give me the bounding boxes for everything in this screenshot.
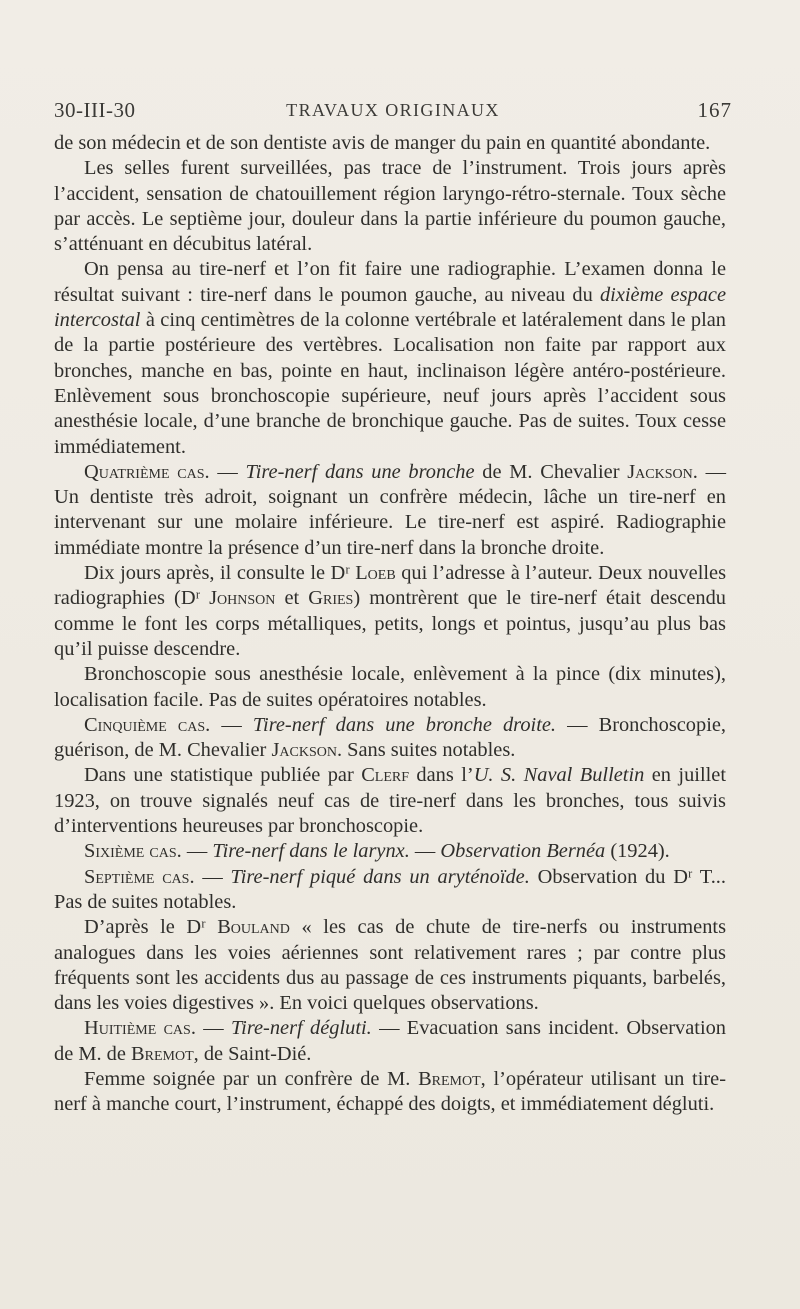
paragraph — [54, 839, 726, 864]
text-run: Femme soignée par un confrère de M. — [84, 1067, 419, 1090]
text-run: . — — [204, 460, 246, 483]
text-run: « les cas de chute de tire-nerfs ou instruments analogues dans les voies aériennes sont relativement rares ; par contre plus fréquents sont les accidents dus au passage de ces instruments piquants, barbelés, dans les voies digestives ». En voici quelques observations. — [54, 916, 726, 1015]
text-run: Bronchoscopie sous anesthésie locale, enlèvement à la pince (dix minutes), localisation facile. Pas de suites opératoires notables. — [54, 663, 726, 711]
header-section-title: TRAVAUX ORIGINAUX — [286, 100, 500, 120]
italic-text: dixième espace intercostal — [54, 283, 726, 332]
paragraph — [54, 915, 726, 1016]
text-run: D’après le Dʳ — [84, 916, 218, 939]
text-run: qui l’adresse à l’auteur. Deux nouvelles radiographies (Dʳ — [54, 562, 727, 610]
paragraph — [54, 460, 726, 561]
paragraph — [54, 257, 726, 459]
text-run: On pensa au tire-nerf et l’on fit faire une radiographie. L’examen donna le résultat suivant : tire-nerf dans le poumon gauche, au niveau du — [54, 258, 726, 306]
text-run: Observation du Dʳ T... Pas de suites notables. — [54, 865, 726, 913]
italic-text: Tire-nerf dans le larynx. — [212, 840, 410, 863]
small-caps-text: Johnson — [209, 587, 276, 610]
text-run: de M. Chevalier — [474, 460, 628, 483]
paragraph — [54, 131, 726, 156]
text-run: . — Un dentiste très adroit, soignant un confrère médecin, lâche un tire-nerf en intervenant sur une molaire inférieure. Le tire-nerf est aspiré. Radiographie immédiate montre la présence d’un tire-nerf dans la bronche droite. — [54, 460, 726, 559]
body-text — [54, 131, 726, 1118]
small-caps-text: Clerf — [361, 764, 410, 787]
paragraph — [54, 713, 726, 764]
text-run: . — — [189, 865, 231, 888]
paragraph — [54, 1067, 726, 1118]
text-run: et — [275, 587, 309, 610]
text-run: de son médecin et de son dentiste avis de manger du pain en quantité abondante. — [54, 132, 711, 154]
small-caps-text: Gries — [308, 587, 354, 610]
paragraph — [54, 561, 726, 662]
small-caps-text: Sixième cas — [84, 840, 177, 863]
text-run: Dix jours après, il consulte le Dʳ — [84, 562, 356, 585]
text-run: — Bronchoscopie, guérison, de M. Chevalier — [54, 713, 727, 762]
italic-text: Tire-nerf dans une bronche droite. — [252, 713, 557, 736]
running-header — [54, 98, 732, 128]
small-caps-text: Septième cas — [84, 865, 190, 888]
page-number: 167 — [697, 98, 732, 122]
paragraph — [54, 763, 726, 839]
small-caps-text: Bremot — [131, 1042, 194, 1065]
text-run: (1924). — [605, 840, 670, 863]
small-caps-text: Huitième cas — [84, 1017, 191, 1040]
text-run: , de Saint-Dié. — [193, 1042, 312, 1065]
small-caps-text: Loeb — [355, 562, 396, 585]
small-caps-text: Quatrième cas — [84, 460, 205, 483]
italic-text: Tire-nerf dans une bronche — [245, 460, 475, 483]
text-run: — Evacuation sans incident. Observation de M. de — [54, 1017, 726, 1065]
italic-text: Observation Bernéa — [440, 840, 606, 863]
small-caps-text: Jackson — [627, 460, 693, 483]
paragraph — [54, 662, 726, 713]
text-run: . — — [176, 840, 213, 863]
small-caps-text: Bremot — [418, 1067, 481, 1090]
text-run: . — — [205, 713, 253, 736]
text-run: . — — [190, 1017, 231, 1040]
header-date: 30-III-30 — [54, 98, 136, 122]
text-run: Les selles furent surveillées, pas trace de l’instrument. Trois jours après l’accident, sensation de chatouillement région laryngo-rétro-sternale. Toux sèche par accès. Le septième jour, douleur dans la partie inférieure du poumon gauche, s’atténuant en décubitus latéral. — [54, 157, 726, 256]
text-run: — — [409, 840, 441, 863]
italic-text: Tire-nerf piqué dans un aryténoïde. — [230, 865, 530, 888]
text-run: en juillet 1923, on trouve signalés neuf cas de tire-nerf dans les bronches, tous suivis d’interventions heureuses par bronchoscopie. — [54, 764, 726, 838]
text-run: , l’opérateur utilisant un tire-nerf à manche court, l’instrument, échappé des doigts, et immédiatement dégluti. — [54, 1067, 726, 1116]
text-run: ) montrèrent que le tire-nerf était descendu comme le font les corps métalliques, petits, longs et pointus, jusqu’au plus bas qu’il puisse descendre. — [54, 587, 726, 660]
small-caps-text: Cinquième cas — [84, 713, 206, 736]
small-caps-text: Jackson — [271, 739, 337, 762]
italic-text: Tire-nerf dégluti. — [230, 1017, 372, 1040]
paragraph — [54, 865, 726, 916]
small-caps-text: Bouland — [217, 916, 290, 939]
text-run: dans l’ — [409, 764, 474, 787]
italic-text: U. S. Naval Bulletin — [473, 764, 645, 787]
text-run: à cinq centimètres de la colonne vertébrale et latéralement dans le plan de la partie postérieure des vertèbres. Localisation non faite par rapport aux bronches, manche en bas, pointe en haut, inclinaison légère antéro-postérieure. Enlèvement sous bronchoscopie supérieure, neuf jours après l’accident sous anesthésie locale, d’une branche de bronchique gauche. Pas de suites. Toux cesse immédiatement. — [54, 309, 726, 458]
text-run: Dans une statistique publiée par — [84, 764, 362, 787]
text-run: . Sans suites notables. — [336, 739, 516, 762]
paragraph — [54, 156, 726, 257]
paragraph — [54, 1016, 726, 1067]
